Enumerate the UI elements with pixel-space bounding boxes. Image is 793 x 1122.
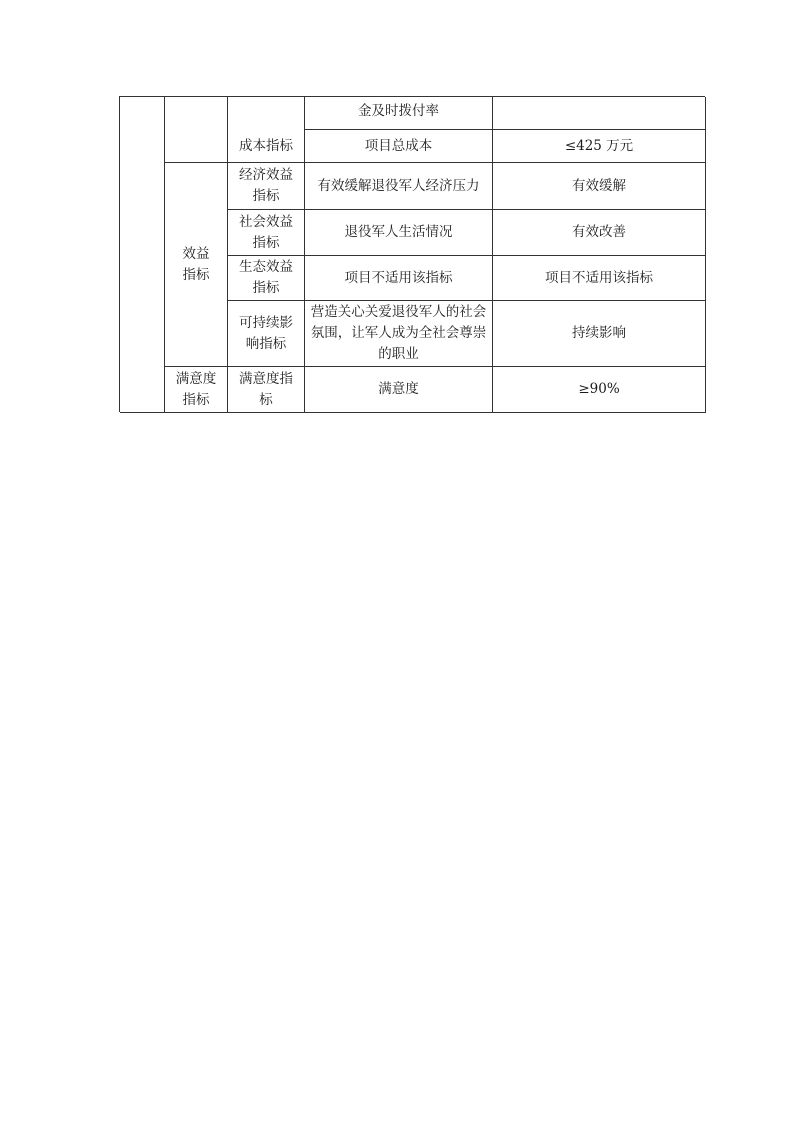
tier1-category-cell <box>120 97 165 413</box>
indicator-sustainable-cell <box>305 301 493 367</box>
indicator-economic-cell <box>305 163 493 210</box>
target-economic-text: 有效缓解 <box>572 177 626 194</box>
target-satisfaction-text: ≥90% <box>578 381 620 397</box>
indicator-satisfaction-text: 满意度 <box>378 381 419 397</box>
target-ecological-cell <box>493 256 706 301</box>
tier2-benefit-cell <box>165 163 228 367</box>
tier3-economic-label: 经济效益指标 <box>239 167 293 204</box>
indicator-timeliness-cell <box>305 97 493 130</box>
tier3-cost-cell <box>228 130 305 163</box>
tier3-sustainable-label: 可持续影响指标 <box>239 314 293 352</box>
performance-indicator-table <box>119 96 705 412</box>
tier3-satisfaction-cell <box>228 367 305 413</box>
target-sustainable-text: 持续影响 <box>572 325 626 341</box>
indicator-cost-cell <box>305 130 493 163</box>
target-cost-cell <box>493 130 706 163</box>
tier3-timeliness-cell <box>228 97 305 130</box>
tier2-satisfaction-cell <box>165 367 228 413</box>
target-social-text: 有效改善 <box>572 224 626 240</box>
tier3-economic-cell <box>228 163 305 210</box>
indicator-social-cell <box>305 210 493 256</box>
target-cost-text: ≤425 万元 <box>564 137 634 154</box>
target-timeliness-cell <box>493 97 706 130</box>
tier2-satisfaction-label: 满意度指标 <box>175 370 217 408</box>
tier3-ecological-label: 生态效益指标 <box>239 259 293 296</box>
indicator-social-text: 退役军人生活情况 <box>344 224 453 240</box>
indicator-ecological-text: 项目不适用该指标 <box>344 269 453 286</box>
tier3-cost-label: 成本指标 <box>239 137 293 154</box>
indicator-satisfaction-cell <box>305 367 493 413</box>
indicator-timeliness-text: 金及时拨付率 <box>358 103 439 119</box>
target-sustainable-cell <box>493 301 706 367</box>
indicator-economic-text: 有效缓解退役军人经济压力 <box>317 177 480 194</box>
tier3-satisfaction-label: 满意度指标 <box>239 370 293 408</box>
tier3-ecological-cell <box>228 256 305 301</box>
tier3-social-label: 社会效益指标 <box>239 213 293 251</box>
target-ecological-text: 项目不适用该指标 <box>545 269 653 286</box>
tier2-benefit-label: 效益指标 <box>182 245 210 283</box>
tier3-social-cell <box>228 210 305 256</box>
indicator-ecological-cell <box>305 256 493 301</box>
target-social-cell <box>493 210 706 256</box>
target-satisfaction-cell <box>493 367 706 413</box>
indicator-sustainable-text: 营造关心关爱退役军人的社会氛围，让军人成为全社会尊崇的职业 <box>310 304 487 362</box>
target-economic-cell <box>493 163 706 210</box>
tier2-output-cell <box>165 97 228 163</box>
tier3-sustainable-cell <box>228 301 305 367</box>
indicator-cost-text: 项目总成本 <box>364 137 433 154</box>
